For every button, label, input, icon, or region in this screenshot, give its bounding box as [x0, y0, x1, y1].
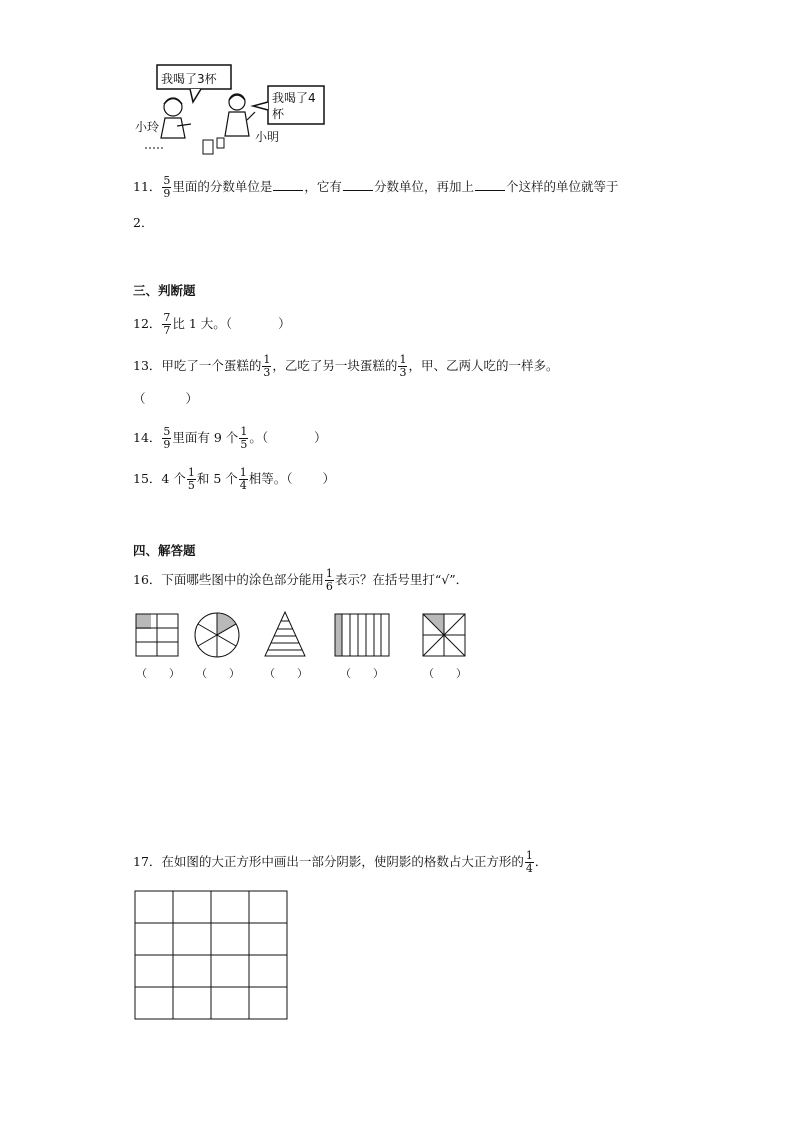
figure-square-star — [423, 614, 465, 656]
fraction: $\frac{1}{4}$ — [239, 466, 247, 492]
bubble-left-text: 我喝了3杯 — [161, 72, 217, 86]
question-number: 11． — [133, 179, 162, 194]
answer-paren-1[interactable]: （ ） — [136, 667, 180, 680]
answer-blank[interactable] — [273, 178, 303, 191]
fraction: $\frac{1}{5}$ — [187, 466, 195, 492]
question-text: 4 个 — [161, 471, 186, 486]
question-text: 和 5 个 — [196, 471, 238, 486]
q17-grid[interactable] — [134, 890, 294, 1020]
bubble-right-text: 我喝了4杯 — [272, 91, 316, 121]
question-text: 里面有 9 个 — [172, 430, 239, 445]
question-13-answer — [133, 390, 198, 408]
question-number: 13． — [133, 358, 162, 373]
question-number: 15． — [133, 471, 162, 486]
answer-paren-2[interactable]: （ ） — [196, 667, 240, 680]
question-15 — [133, 467, 335, 492]
question-text: 个这样的单位就等于 — [505, 179, 619, 194]
section-heading-judge: 三、判断题 — [133, 283, 196, 298]
question-17 — [133, 850, 547, 875]
answer-paren-4[interactable]: （ ） — [340, 667, 384, 680]
q16-figures — [130, 608, 490, 668]
cartoon-illustration — [135, 60, 335, 160]
question-11 — [133, 175, 618, 200]
section-heading-solve: 四、解答题 — [133, 543, 196, 558]
question-text: ） — [278, 316, 291, 331]
fraction: $\frac{1}{6}$ — [325, 567, 333, 593]
paren-close: ） — [185, 391, 199, 406]
fraction: $\frac{5}{9}$ — [163, 425, 171, 451]
question-text: 里面的分数单位是 — [172, 179, 273, 194]
question-number: 12． — [133, 316, 162, 331]
question-11-continued: 2． — [133, 215, 154, 230]
paren-open: （ — [133, 391, 146, 406]
question-text: 甲吃了一个蛋糕的 — [161, 358, 262, 373]
question-text: 相等。（ — [248, 471, 293, 486]
figure-triangle — [265, 612, 305, 656]
question-number: 17． — [133, 854, 162, 869]
question-14 — [133, 426, 327, 451]
question-text: 比 1 大。（ — [172, 316, 233, 331]
figure-circle — [195, 613, 239, 657]
question-12 — [133, 312, 291, 337]
figure-strips — [335, 614, 389, 656]
question-text: ． — [534, 854, 548, 869]
question-text: 表示？在括号里打“√”． — [334, 572, 469, 587]
answer-paren-3[interactable]: （ ） — [264, 667, 308, 680]
fraction: $\frac{1}{3}$ — [399, 353, 407, 379]
question-number: 14． — [133, 430, 162, 445]
fraction: $\frac{1}{3}$ — [263, 353, 271, 379]
question-text: 。（ — [249, 430, 269, 445]
question-text: ，甲、乙两人吃的一样多。 — [408, 358, 559, 373]
name-right: 小明 — [255, 130, 280, 144]
answer-blank[interactable] — [475, 178, 505, 191]
question-text: ，乙吃了另一块蛋糕的 — [272, 358, 398, 373]
fraction: $\frac{1}{5}$ — [240, 425, 248, 451]
fraction: $\frac{5}{9}$ — [163, 174, 171, 200]
figure-grid-rect — [136, 614, 178, 656]
answer-paren-5[interactable]: （ ） — [423, 667, 467, 680]
question-text: ） — [314, 430, 327, 445]
name-left: 小玲 — [135, 120, 160, 134]
fraction: $\frac{1}{4}$ — [525, 849, 533, 875]
question-text: ，它有 — [304, 179, 342, 194]
question-text: ） — [322, 471, 336, 486]
question-number: 16． — [133, 572, 162, 587]
question-16 — [133, 568, 468, 593]
question-13 — [133, 354, 558, 379]
answer-blank[interactable] — [343, 178, 373, 191]
question-text: 分数单位，再加上 — [373, 179, 474, 194]
question-text: 在如图的大正方形中画出一部分阴影，使阴影的格数占大正方形的 — [161, 854, 524, 869]
fraction: $\frac{7}{7}$ — [163, 311, 171, 337]
question-text: 下面哪些图中的涂色部分能用 — [161, 572, 324, 587]
